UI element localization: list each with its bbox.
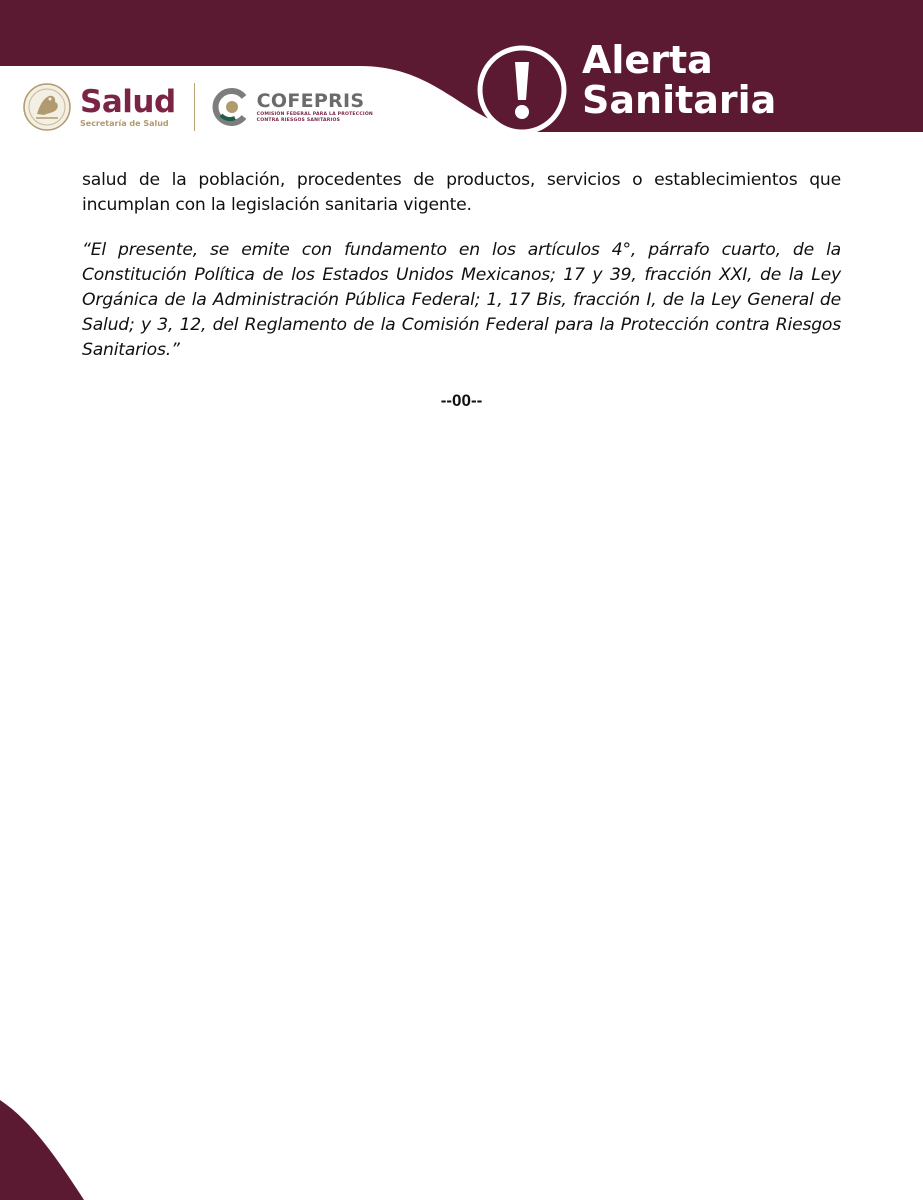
document-body <box>82 168 841 412</box>
logo-divider <box>194 83 195 131</box>
footer-corner-decoration <box>0 1100 90 1200</box>
alert-title-line1: Alerta <box>582 38 713 82</box>
exclamation-circle-icon <box>476 44 568 136</box>
legal-basis-paragraph: “El presente, se emite con fundamento en los artículos 4°, párrafo cuarto, de la Constitución Política de los Estados Unidos Mexicanos; 17 y 39, fracción XXI, de la Ley Orgánica de la Administración Pública Federal; 1, 17 Bis, fracción I, de la Ley General de Salud; y 3, 12, del Reglamento de la Comisión Federal para la Protección contra Riesgos Sanitarios.” <box>82 240 841 360</box>
salud-logo-subtitle: Secretaría de Salud <box>80 119 169 128</box>
salud-logo <box>80 85 176 129</box>
cofepris-logo-name: COFEPRIS <box>256 90 365 112</box>
cofepris-logo-subtitle-1: COMISIÓN FEDERAL PARA LA PROTECCIÓN <box>256 112 373 117</box>
cofepris-logo <box>257 90 373 124</box>
body-paragraph: salud de la población, procedentes de productos, servicios o establecimientos que incumplan con la legislación sanitaria vigente. <box>82 170 841 215</box>
logo-bar <box>22 78 373 136</box>
cofepris-ring-icon <box>211 87 251 127</box>
mexico-coat-of-arms-icon <box>22 82 72 132</box>
alert-title <box>582 40 776 120</box>
closing-mark: --00-- <box>440 391 483 410</box>
cofepris-logo-subtitle-2: CONTRA RIESGOS SANITARIOS <box>256 118 341 123</box>
salud-logo-title: Salud <box>80 84 176 120</box>
alert-title-line2: Sanitaria <box>582 78 777 122</box>
